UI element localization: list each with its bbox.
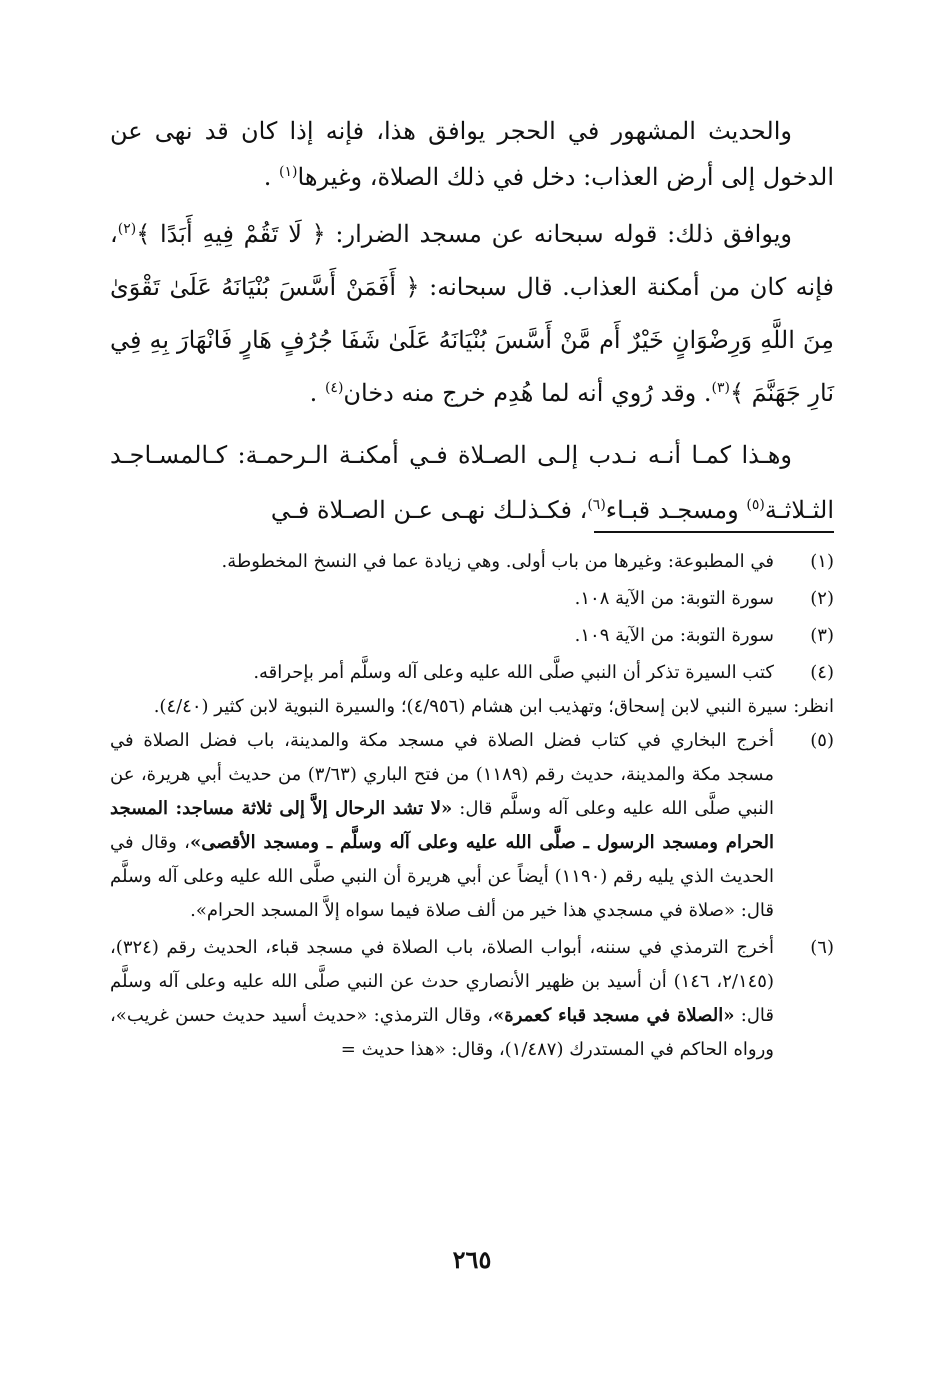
footnote-ref-6: (٦) (587, 497, 606, 513)
paragraph-1 (110, 108, 834, 200)
footnote-ref-2: (٢) (117, 221, 137, 237)
footnote-1 (110, 545, 834, 579)
footnote-2-number: (٢) (810, 588, 834, 609)
paragraph-3 (110, 428, 834, 538)
footnote-6-hadith-quote: «الصلاة في مسجد قباء كعمرة» (493, 1005, 735, 1026)
paragraph-2-end: . (309, 379, 318, 407)
main-text (110, 108, 834, 538)
footnote-2 (110, 582, 834, 616)
paragraph-3-part-2: ومسجـد قبـاء (605, 496, 747, 524)
footnote-3-text: سورة التوبة: من الآية ١٠٩. (574, 625, 774, 646)
footnote-ref-3: (٣) (711, 380, 730, 396)
paragraph-2-part-2: ، فإنه كان من أمكنة العذاب. قال سبحانه: ﴿ أَفَمَنْ أَسَّسَ بُنْيَانَهُ عَلَىٰ تَقْوَىٰ مِنَ اللَّهِ وَرِضْوَانٍ خَيْرٌ أَم مَّنْ أَسَّسَ بُنْيَانَهُ عَلَىٰ شَفَا جُرُفٍ هَارٍ فَانْهَارَ بِهِ فِي نَارِ جَهَنَّمَ ﴾ (110, 220, 834, 407)
footnote-4-continuation: انظر: سيرة النبي لابن إسحاق؛ وتهذيب ابن هشام (٤/٩٥٦)؛ والسيرة النبوية لابن كثير (٤/٤٠). (153, 696, 834, 717)
footnotes (110, 545, 834, 1067)
footnote-ref-4: (٤) (324, 380, 344, 396)
footnote-6-number: (٦) (810, 937, 834, 958)
footnote-4-number: (٤) (810, 662, 834, 683)
book-page (110, 0, 834, 1374)
footnote-6-text-continued: ، وقال الترمذي: «حديث أسيد حديث حسن غريب»، ورواه الحاكم في المستدرك (١/٤٨٧)، وقال: «هذا حديث = (110, 1005, 774, 1060)
footnote-1-number: (١) (810, 551, 834, 572)
footnote-5-text-continued: ، وقال في الحديث الذي يليه رقم (١١٩٠) أيضاً عن أبي هريرة أن النبي صلَّى الله عليه وعلى آله وسلَّم قال: «صلاة في مسجدي هذا خير من ألف صلاة فيما سواه إلاَّ المسجد الحرام». (110, 832, 774, 921)
footnote-5-text: أخرج البخاري في كتاب فضل الصلاة في مسجد مكة والمدينة، باب فضل الصلاة في مسجد مكة والمدينة، حديث رقم (١١٨٩) من فتح الباري (٣/٦٣) من حديث أبي هريرة، عن النبي صلَّى الله عليه وعلى آله وسلَّم قال: (110, 730, 774, 819)
footnote-5-hadith-quote: «لا تشد الرحال إلاَّ إلى ثلاثة مساجد: المسجد الحرام ومسجد الرسول ـ صلَّى الله عليه وعلى آله وسلَّم ـ ومسجد الأقصى» (110, 798, 774, 853)
paragraph-2-part-3: . وقد رُوي أنه لما هُدِم خرج منه دخان (343, 379, 712, 407)
footnote-4 (110, 656, 834, 690)
footnote-2-text: سورة التوبة: من الآية ١٠٨. (574, 588, 774, 609)
footnote-4-text: كتب السيرة تذكر أن النبي صلَّى الله عليه وعلى آله وسلَّم أمر بإحراقه. (253, 662, 774, 683)
footnote-6-text: أخرج الترمذي في سننه، أبواب الصلاة، باب الصلاة في مسجد قباء، الحديث رقم (٣٢٤)، (٢/١٤٥، ١٤٦) أن أسيد بن ظهير الأنصاري حدث عن النبي صلَّى الله عليه وعلى آله وسلَّم قال: (110, 937, 775, 1026)
paragraph-2 (110, 208, 834, 420)
footnote-ref-5: (٥) (746, 497, 765, 513)
footnote-3 (110, 619, 834, 653)
footnote-ref-1: (١) (279, 164, 298, 180)
page-number: ٢٦٥ (452, 1245, 492, 1274)
paragraph-1-end: . (263, 163, 272, 191)
footnote-5-number: (٥) (810, 730, 834, 751)
footnote-5 (110, 724, 834, 928)
paragraph-3-part-1: وهـذا كمـا أنـه نـدب إلـى الصـلاة فـي أمكنـة الـرحمـة: كـالمسـاجـد الثـلاثـة (110, 441, 834, 524)
paragraph-3-part-3: ، فكـذلـك نهـى عـن الصـلاة فـي (270, 496, 588, 524)
paragraph-1-text: والحديث المشهور في الحجر يوافق هذا، فإنه إذا كان قد نهى عن الدخول إلى أرض العذاب: دخل في ذلك الصلاة، وغيرها (110, 117, 834, 191)
footnote-3-number: (٣) (810, 625, 834, 646)
footnote-6 (110, 931, 834, 1067)
footnote-1-text: في المطبوعة: وغيرها من باب أولى. وهي زيادة عما في النسخ المخطوطة. (221, 551, 774, 572)
paragraph-2-part-1: ويوافق ذلك: قوله سبحانه عن مسجد الضرار: ﴿ لَا تَقُمْ فِيهِ أَبَدًا ﴾ (136, 220, 792, 248)
footnote-separator (594, 531, 834, 533)
